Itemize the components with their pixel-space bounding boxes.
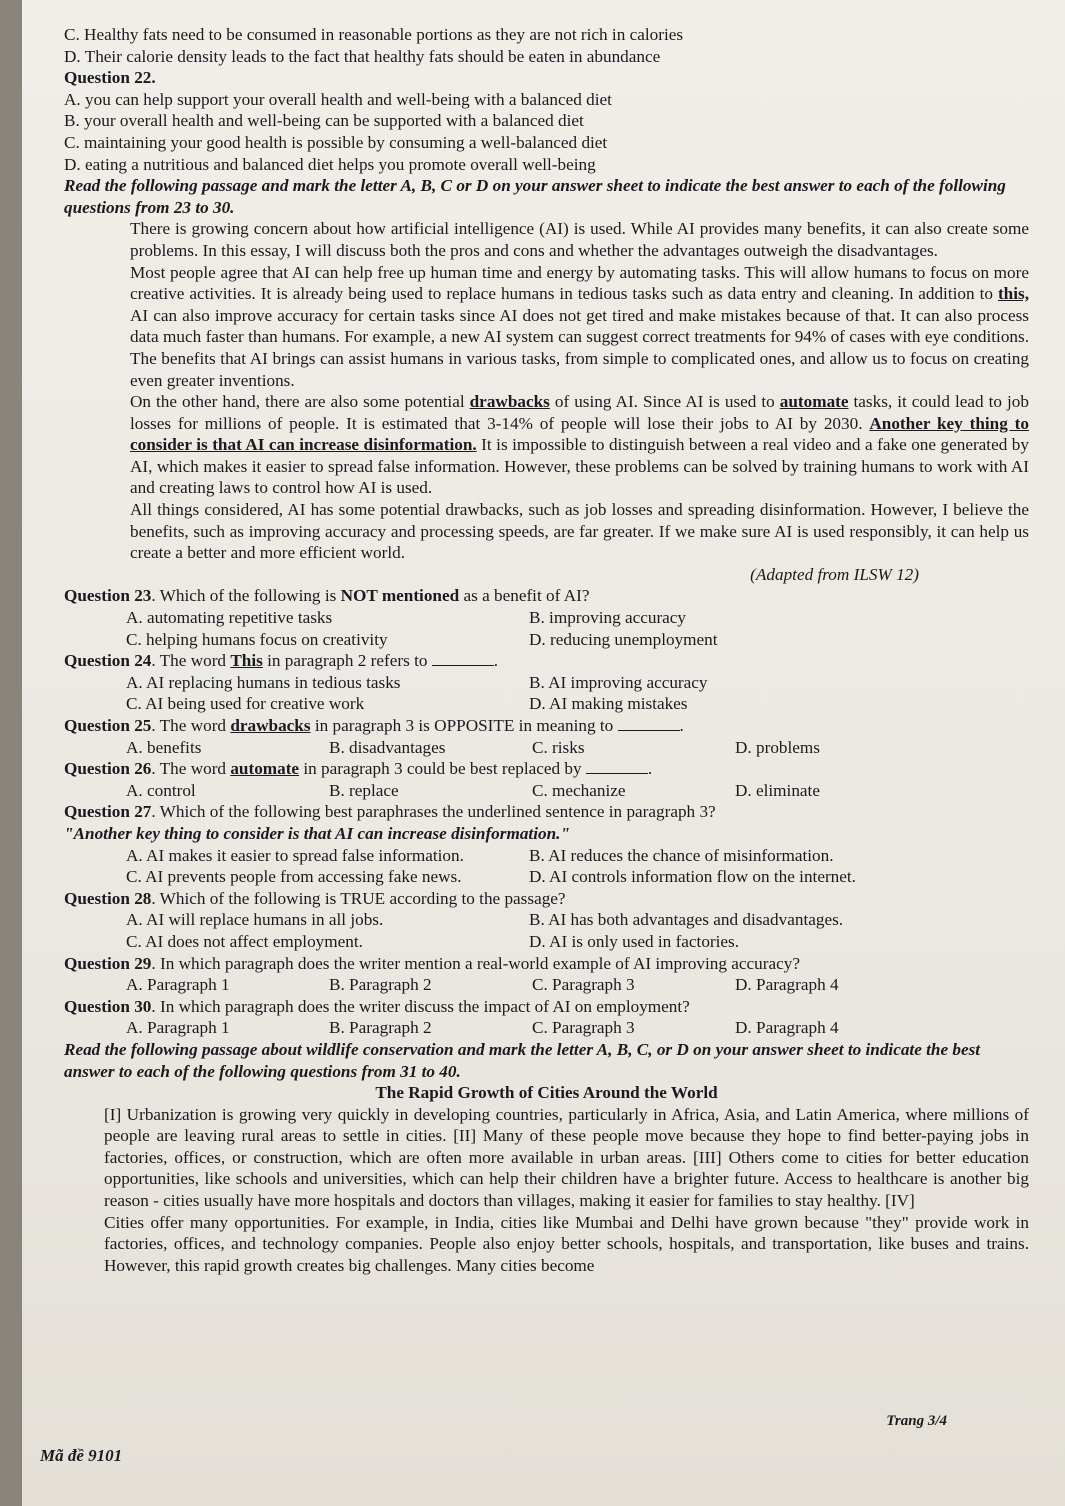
- q28-option-c: C. AI does not affect employment.: [126, 931, 363, 951]
- q24-stem-a: . The word: [151, 651, 231, 671]
- q25-options-row: [64, 737, 1029, 759]
- q25-stem-a: . The word: [151, 716, 231, 735]
- q27-option-c: C. AI prevents people from accessing fake news.: [126, 867, 462, 887]
- passage2-paragraph-2: Cities offer many opportunities. For example, in India, cities like Mumbai and Delhi have grown because "they" provide work in factories, offices, and technology companies. People also enjoy better schools, hospitals, and transportation, like buses and trains. However, this rapid growth creates big challenges. Many cities become: [104, 1212, 1029, 1275]
- q24-option-a: A. AI replacing humans in tedious tasks: [126, 672, 401, 692]
- q26-stem-b: in paragraph 3 could be best replaced by: [299, 759, 586, 779]
- q24-option-b: B. AI improving accuracy: [529, 672, 708, 692]
- q26-word: automate: [230, 759, 300, 779]
- q29-option-b: B. Paragraph 2: [329, 975, 432, 995]
- q30-stem-text: . In which paragraph does the writer discuss the impact of AI on employment?: [151, 996, 690, 1016]
- q23-stem-b: as a benefit of AI?: [459, 586, 590, 606]
- q25-stem-b: in paragraph 3 is OPPOSITE in meaning to: [310, 716, 618, 735]
- q27-option-a: A. AI makes it easier to spread false information.: [126, 845, 464, 865]
- q27-quote: "Another key thing to consider is that AI can increase disinformation.": [64, 823, 570, 843]
- q22-option-b: B. your overall health and well-being can be supported with a balanced diet: [64, 111, 584, 131]
- answer-blank: [586, 759, 648, 774]
- q30-options-row: [64, 1017, 1029, 1039]
- q25-option-a: A. benefits: [126, 737, 202, 757]
- q24-label: Question 24: [64, 651, 152, 671]
- q26-stem-a: . The word: [151, 759, 231, 779]
- q28-option-b: B. AI has both advantages and disadvantages.: [529, 910, 844, 930]
- q27-row-2: [64, 866, 1029, 888]
- q25-stem: Question 25. The word drawbacks in paragraph 3 is OPPOSITE in meaning to .: [64, 716, 684, 735]
- q30-option-b: B. Paragraph 2: [329, 1018, 432, 1038]
- q27-label: Question 27: [64, 802, 152, 822]
- passage2-paragraph-1: [I] Urbanization is growing very quickly in developing countries, particularly in Africa, Asia, and Latin America, where millions of people are leaving rural areas to settle in cities. [II] Many of these people move because they hope to find better-paying jobs in factories, offices, or construction, which are often more available in urban areas. [III] Others come to cities for better education opportunities, like schools and universities, which can help their children have a brighter future. Access to healthcare is another big reason - cities usually have more hospitals and doctors than villages, making it easier for families to stay healthy. [IV]: [104, 1104, 1029, 1211]
- q27-option-b: B. AI reduces the chance of misinformation.: [529, 845, 834, 865]
- q29-option-a: A. Paragraph 1: [126, 975, 230, 995]
- q28-option-a: A. AI will replace humans in all jobs.: [126, 910, 384, 930]
- q27-option-d: D. AI controls information flow on the internet.: [529, 867, 856, 887]
- p3-text-c: tasks, it could lead to job losses for millions of people. It is estimated that 3-14% of people will lose their jobs to AI by 2030.: [130, 392, 1029, 433]
- passage1-paragraph-1: There is growing concern about how artificial intelligence (AI) is used. While AI provides many benefits, it can also create some problems. In this essay, I will discuss both the pros and cons and whether the advantages outweigh the disadvantages.: [130, 219, 1029, 260]
- q28-row-1: [64, 909, 1029, 931]
- q27-stem-text: . Which of the following best paraphrases the underlined sentence in paragraph 3?: [151, 802, 716, 822]
- q23-row-2: [64, 629, 1029, 651]
- q22-label: Question 22.: [64, 68, 156, 88]
- exam-code: Mã đề 9101: [40, 1446, 123, 1465]
- q24-option-d: D. AI making mistakes: [529, 694, 688, 714]
- q26-option-d: D. eliminate: [735, 780, 820, 800]
- q22-option-d: D. eating a nutritious and balanced diet helps you promote overall well-being: [64, 154, 596, 174]
- q21-option-c: C. Healthy fats need to be consumed in reasonable portions as they are not rich in calories: [64, 25, 684, 44]
- q26-options-row: [64, 780, 1029, 802]
- q29-options-row: [64, 974, 1029, 996]
- passage1-paragraph-4: All things considered, AI has some potential drawbacks, such as job losses and spreading disinformation. However, I believe the benefits, such as improving accuracy and processing speeds, are far greater. If we make sure AI is used responsibly, it can help us create a better and more efficient world.: [130, 500, 1029, 563]
- q25-word: drawbacks: [230, 716, 311, 735]
- p2-text-b: AI can also improve accuracy for certain tasks since AI does not get tired and make mistakes because of that. It can also process data much faster than humans. For example, a new AI system can suggest correct treatments for 94% of cases with eye conditions. The benefits that AI brings can assist humans in various tasks, from simple to complicated ones, and allow us to focus on creating even greater inventions.: [130, 305, 1029, 390]
- p3-text-b: of using AI. Since AI is used to: [549, 392, 780, 412]
- passage1-source: (Adapted from ILSW 12): [750, 564, 919, 584]
- q23-stem-a: . Which of the following is: [151, 586, 341, 606]
- p2-word-this: this,: [997, 284, 1029, 304]
- q26-label: Question 26: [64, 759, 152, 779]
- q24-stem-b: in paragraph 2 refers to: [262, 651, 432, 671]
- q25-option-c: C. risks: [532, 737, 585, 757]
- q23-option-a: A. automating repetitive tasks: [126, 608, 333, 628]
- q23-option-c: C. helping humans focus on creativity: [126, 629, 388, 649]
- section1-instruction: Read the following passage and mark the letter A, B, C or D on your answer sheet to indicate the best answer to each of the following questions from 23 to 30.: [64, 176, 1006, 217]
- q28-option-d: D. AI is only used in factories.: [529, 931, 740, 951]
- q23-option-b: B. improving accuracy: [529, 608, 687, 628]
- exam-page: [22, 0, 1065, 1506]
- answer-blank: [618, 716, 680, 731]
- passage2-title: The Rapid Growth of Cities Around the World: [375, 1083, 718, 1103]
- q22-option-c: C. maintaining your good health is possible by consuming a well-balanced diet: [64, 132, 608, 152]
- q27-row-1: [64, 845, 1029, 867]
- q21-option-d: D. Their calorie density leads to the fact that healthy fats should be eaten in abundance: [64, 46, 661, 66]
- answer-blank: [432, 651, 494, 666]
- q26-option-c: C. mechanize: [532, 780, 626, 800]
- q23-label: Question 23: [64, 586, 152, 606]
- q24-word: This: [230, 651, 263, 671]
- p3-underlined-sentence: Another key thing to consider is that AI can increase disinformation.: [130, 413, 1030, 455]
- q30-option-c: C. Paragraph 3: [532, 1018, 635, 1038]
- q24-row-2: [64, 693, 1029, 715]
- p2-text-a: Most people agree that AI can help free up human time and energy by automating tasks. This will allow humans to focus on more creative activities. It is already being used to replace humans in tedious tasks such as data entry and cleaning. In addition to: [130, 262, 1029, 304]
- q22-option-a: A. you can help support your overall health and well-being with a balanced diet: [64, 89, 612, 109]
- q25-label: Question 25: [64, 716, 152, 735]
- p3-word-drawbacks: drawbacks: [469, 392, 550, 412]
- q24-row-1: [64, 672, 1029, 694]
- q30-option-d: D. Paragraph 4: [735, 1018, 839, 1038]
- q30-label: Question 30: [64, 996, 152, 1016]
- p3-text-d: It is impossible to distinguish between a real video and a fake one generated by AI, which makes it easier to spread false information. However, these problems can be solved by training humans to work with AI and creating laws to control how AI is used.: [130, 435, 1029, 498]
- q29-stem: [64, 953, 1029, 975]
- page-number: Trang 3/4: [886, 1413, 947, 1429]
- q26-option-b: B. replace: [329, 780, 399, 800]
- passage1-paragraph-2: [64, 262, 1029, 392]
- q25-option-d: D. problems: [735, 737, 820, 757]
- q29-option-d: D. Paragraph 4: [735, 975, 839, 995]
- q29-label: Question 29: [64, 953, 152, 973]
- section2-instruction: Read the following passage about wildlife conservation and mark the letter A, B, C, or D on your answer sheet to indicate the best answer to each of the following questions from 31 to 40.: [64, 1039, 981, 1081]
- q24-option-c: C. AI being used for creative work: [126, 694, 365, 714]
- q24-stem: Question 24. The word This in paragraph 2 refers to .: [64, 651, 499, 671]
- q27-stem: [64, 801, 1029, 823]
- q28-row-2: [64, 931, 1029, 953]
- q30-option-a: A. Paragraph 1: [126, 1018, 230, 1038]
- p3-text-a: On the other hand, there are also some potential: [130, 392, 470, 412]
- q28-stem: [64, 888, 1029, 910]
- q23-option-d: D. reducing unemployment: [529, 629, 718, 649]
- q28-stem-text: . Which of the following is TRUE according to the passage?: [151, 888, 566, 908]
- q28-label: Question 28: [64, 888, 152, 908]
- q23-stem: [64, 585, 1029, 607]
- q23-stem-bold: NOT mentioned: [340, 586, 460, 606]
- q29-option-c: C. Paragraph 3: [532, 975, 635, 995]
- p3-word-automate: automate: [779, 392, 849, 412]
- q23-row-1: [64, 607, 1029, 629]
- q29-stem-text: . In which paragraph does the writer mention a real-world example of AI improving accuracy?: [151, 953, 800, 973]
- page-content: [64, 24, 1029, 1276]
- q26-stem: Question 26. The word automate in paragraph 3 could be best replaced by .: [64, 759, 653, 779]
- q25-option-b: B. disadvantages: [329, 737, 446, 757]
- q26-option-a: A. control: [126, 780, 196, 800]
- q30-stem: [64, 996, 1029, 1018]
- passage1-paragraph-3: [64, 391, 1029, 499]
